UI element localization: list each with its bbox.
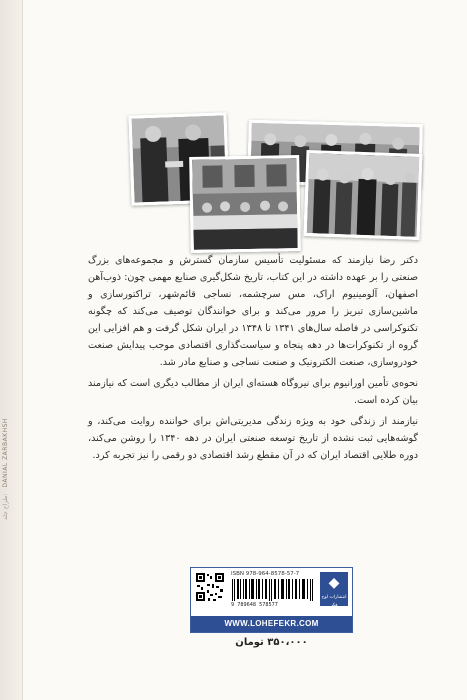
photo-collage <box>130 108 415 243</box>
publisher-logo-icon: ◆ <box>328 575 340 591</box>
book-description <box>88 252 418 468</box>
spine-strip <box>0 0 23 700</box>
barcode-number: 9 789648 578577 <box>231 602 278 608</box>
isbn-text: ISBN 978-964-8578-57-7 <box>231 571 300 577</box>
designer-label: طراح جلد: <box>2 493 9 520</box>
barcode-icon <box>231 579 315 601</box>
description-paragraph-1: دکتر رضا نیازمند که مسئولیت تأسیس سازمان گسترش و مجموعه‌های بزرگ صنعتی را بر عهده داشته در این کتاب، تاریخ شکل‌گیری صنایع مهمی چون: ذوب‌آهن اصفهان، آلومینیوم اراک، مس سرچشمه، نساجی قائم‌شهر، تراکتورسازی و ماشین‌سازی تبریز را مرور می‌کند و برای خوانندگان توصیف می‌کند که چگونه تکنوکراسی در فاصله سال‌های ۱۳۴۱ تا ۱۳۴۸ در ایران شکل گرفت و هم افزایی این گروه از تکنوکرات‌ها در دهه پنجاه و سیاست‌گذاری اقتصادی موجب پیدایش صنعت خودروسازی، صنعت الکترونیک و صنعت نساجی و صنایع مادر شد. <box>88 255 418 368</box>
book-price: ۳۵۰،۰۰۰ تومان <box>235 637 308 648</box>
photo-meeting-table <box>189 155 301 253</box>
publisher-logo-text: انتشارات لوح فکر <box>321 595 347 608</box>
qr-code-icon[interactable] <box>195 572 225 602</box>
description-paragraph-3: نیازمند از زندگی خود به ویژه زندگی مدیریتی‌اش برای خواننده روایت می‌کند، و گوشه‌هایی ثبت نشده از تاریخ توسعه صنعتی ایران در دهه ۱۳۴۰ را روشن می‌کند، دوره طلایی اقتصاد ایران که در آن مقطع رشد اقتصادی دو رقمی را نیز تجربه کرد. <box>88 416 418 461</box>
description-paragraph-2: نحوه‌ی تأمین اورانیوم برای نیروگاه هسته‌ای ایران از مطالب دیگری است که نیازمند بیان کرده است. <box>88 378 418 406</box>
cover-designer-credit <box>2 418 9 520</box>
publisher-website-link[interactable]: WWW.LOHEFEKR.COM <box>191 616 352 632</box>
publisher-info-box <box>190 567 353 633</box>
designer-name: DANIAL ZARBAKHSH <box>2 418 9 488</box>
photo-group-outdoor <box>304 150 423 240</box>
publisher-logo <box>320 572 348 606</box>
